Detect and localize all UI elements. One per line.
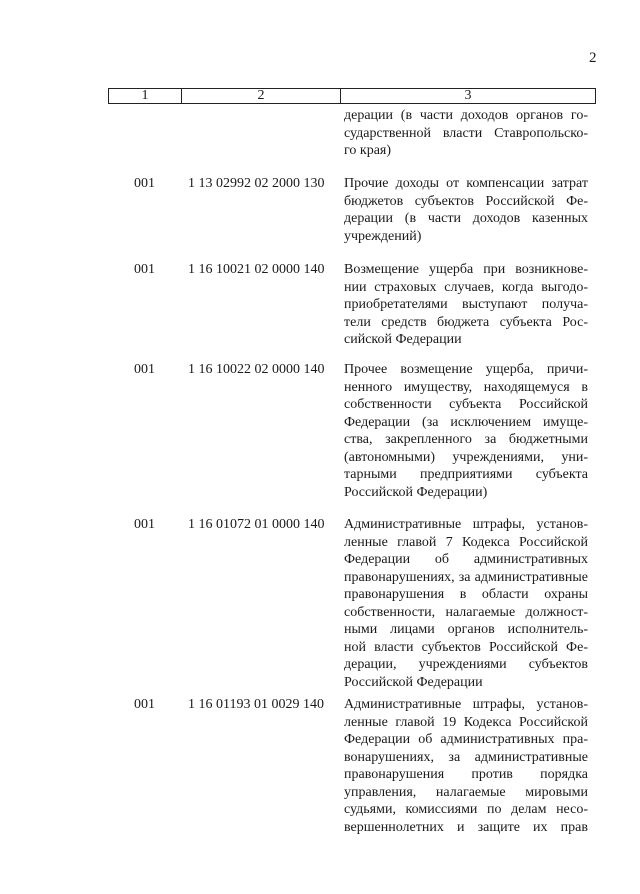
description-line: собственности субъекта Российской	[344, 397, 588, 412]
description-line: Административные штрафы, установ-	[344, 517, 588, 532]
column-header-1: 1	[109, 89, 182, 103]
budget-classification-code: 1 13 02992 02 2000 130	[188, 176, 325, 191]
description-line: бюджетов субъектов Российской Фе-	[344, 193, 588, 209]
admin-code: 001	[134, 517, 155, 532]
column-header-3: 3	[464, 88, 472, 103]
description-line: учреждений)	[344, 228, 422, 244]
description-line: ленные главой 19 Кодекса Российской	[344, 714, 588, 730]
description-line: дерации, учреждениями субъектов	[344, 657, 588, 672]
description-line: Федерации об административных	[344, 552, 588, 567]
description-line: судьями, комиссиями по делам несо-	[344, 802, 588, 817]
budget-classification-code: 1 16 01193 01 0029 140	[188, 697, 324, 712]
description-line: тели средств бюджета субъекта Рос-	[344, 314, 588, 330]
description-line: Российской Федерации)	[344, 484, 488, 500]
description-line: го края)	[344, 143, 392, 158]
description-line: Федерации об административных пра-	[344, 732, 588, 747]
description-line: (автономными) учреждениями, уни-	[344, 449, 588, 465]
admin-code: 001	[134, 362, 155, 377]
description-line: Административные штрафы, установ-	[344, 697, 588, 712]
description-line: правонарушениях, за административные	[344, 569, 588, 585]
description-line: нии страховых случаев, когда выгодо-	[344, 279, 588, 295]
description-line: сийской Федерации	[344, 332, 462, 347]
description-line: вонарушениях, за административные	[344, 749, 588, 765]
page-number: 2	[589, 50, 597, 66]
row-description	[344, 175, 588, 245]
description-line: ленные главой 7 Кодекса Российской	[344, 534, 588, 550]
description-line: тарными предприятиями субъекта	[344, 467, 588, 482]
row-description	[344, 361, 588, 501]
description-line: дерации (в части доходов казенных	[344, 211, 588, 226]
description-line: Возмещение ущерба при возникнове-	[344, 262, 588, 277]
description-line: собственности, налагаемые должност-	[344, 604, 588, 620]
admin-code: 001	[134, 262, 155, 277]
description-line: правонарушения в области охраны	[344, 587, 588, 602]
row-description	[344, 261, 588, 349]
description-line: приобретателями выступают получа-	[344, 297, 588, 312]
budget-classification-code: 1 16 10022 02 0000 140	[188, 362, 325, 377]
budget-classification-code: 1 16 01072 01 0000 140	[188, 517, 325, 532]
description-line: ной власти субъектов Российской Фе-	[344, 639, 588, 655]
description-line: ненного имуществу, находящемуся в	[344, 379, 588, 395]
description-line: Прочее возмещение ущерба, причи-	[344, 362, 588, 377]
description-line: дерации (в части доходов органов го-	[344, 108, 588, 123]
description-line: ства, закрепленного за бюджетными	[344, 432, 588, 447]
description-line: правонарушения против порядка	[344, 767, 588, 782]
description-line: Российской Федерации	[344, 674, 483, 690]
description-line: сударственной власти Ставропольско-	[344, 125, 588, 141]
description-line: Прочие доходы от компенсации затрат	[344, 176, 588, 191]
row-description	[344, 516, 588, 691]
description-line: ными лицами органов исполнитель-	[344, 622, 588, 637]
description-line: вершеннолетних и защите их прав	[344, 819, 588, 835]
admin-code: 001	[134, 176, 155, 191]
description-line: Федерации (за исключением имуще-	[344, 414, 588, 430]
column-header-2: 2	[182, 89, 341, 103]
description-line: управления, налагаемые мировыми	[344, 784, 588, 800]
continuation-description	[344, 107, 588, 160]
budget-classification-code: 1 16 10021 02 0000 140	[188, 262, 325, 277]
table-header	[108, 88, 596, 104]
admin-code: 001	[134, 697, 155, 712]
row-description	[344, 696, 588, 836]
